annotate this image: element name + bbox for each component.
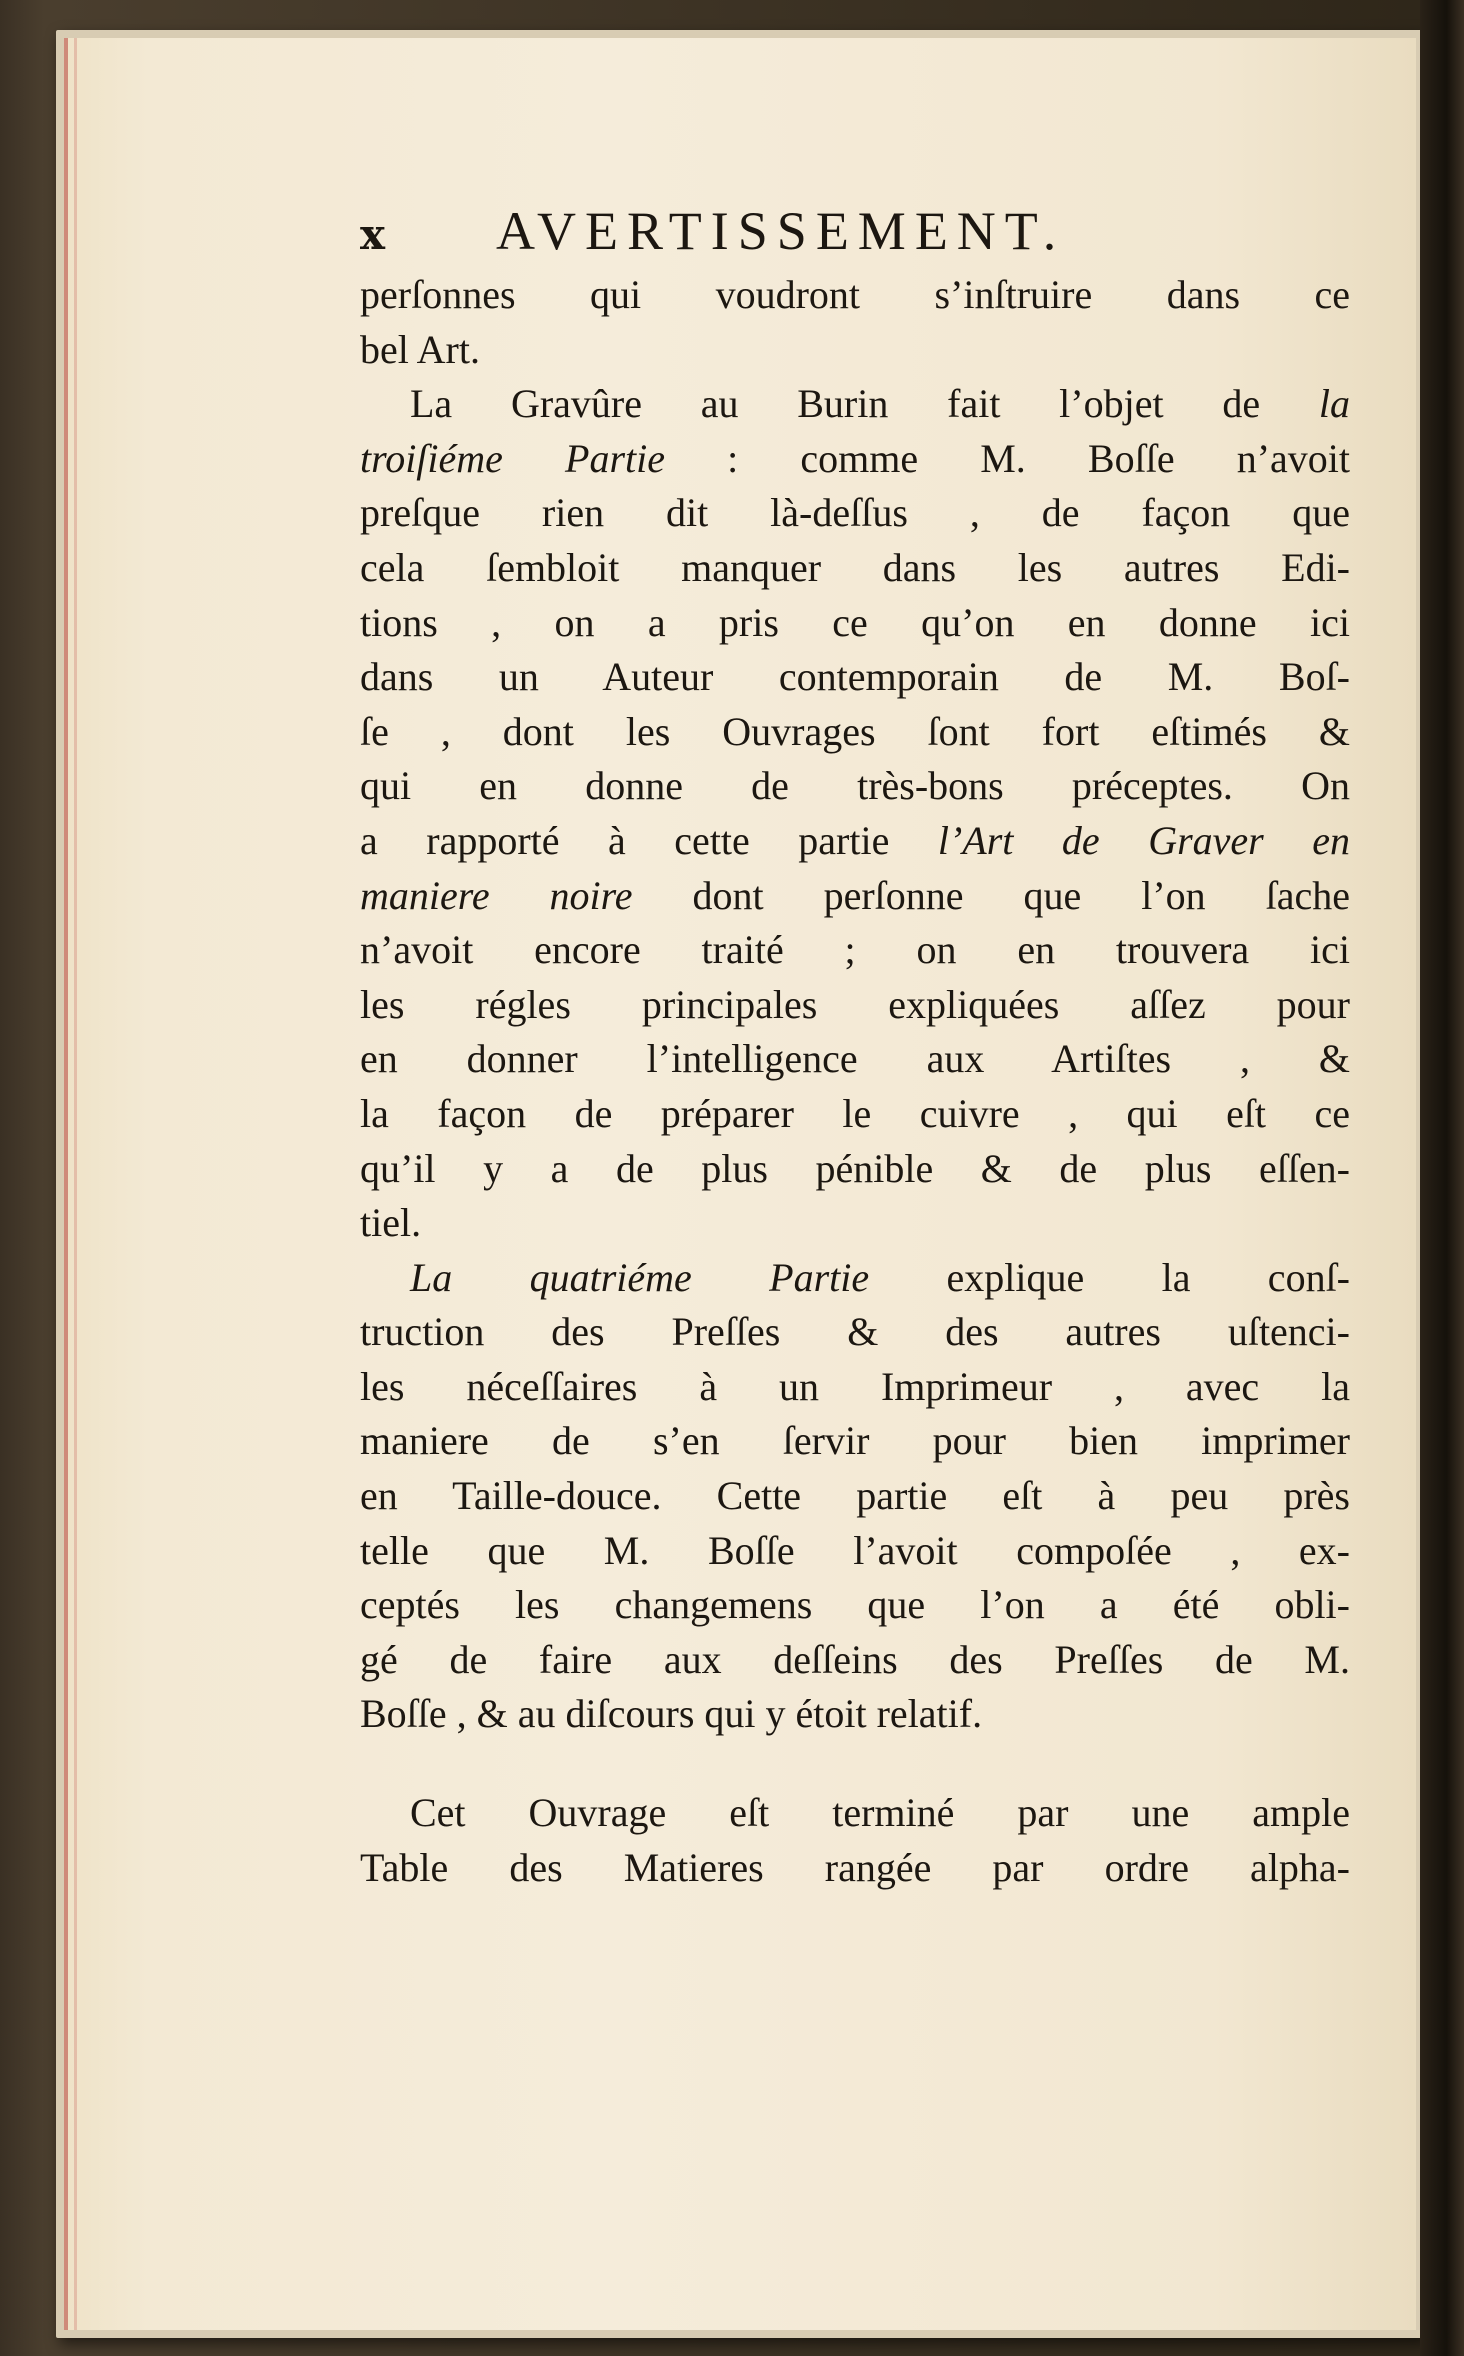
text-line: [360, 814, 1350, 869]
text-run: Table des Matieres rangée par ordre alpha-: [360, 1844, 1350, 1890]
text-run: perſonnes qui voudront s’inſtruire dans ce: [360, 272, 1350, 317]
text-line: [360, 923, 1350, 978]
text-run: Boſſe , & au diſcours qui y étoit relatif.: [360, 1691, 983, 1737]
text-line: [360, 1687, 1350, 1742]
text-run: n’avoit encore traité ; on en trouvera ici: [360, 927, 1350, 973]
text-block: [360, 200, 1350, 1895]
italic-text-run: La quatriéme Partie: [410, 1254, 870, 1300]
text-line: [360, 759, 1350, 814]
text-line: [360, 1251, 1350, 1306]
text-line: [360, 705, 1350, 760]
text-line: [360, 1524, 1350, 1579]
text-line: [360, 1633, 1350, 1688]
text-line: [360, 1841, 1350, 1896]
text-run: telle que M. Boſſe l’avoit compoſée , ex-: [360, 1527, 1350, 1573]
text-run: Cet Ouvrage eſt terminé par une ample: [410, 1790, 1350, 1836]
text-run: en donner l’intelligence aux Artiſtes , &: [360, 1036, 1350, 1082]
text-line: [360, 1032, 1350, 1087]
text-run: preſque rien dit là-deſſus , de façon que: [360, 490, 1350, 536]
text-line: [360, 1360, 1350, 1415]
text-line: [360, 1305, 1350, 1360]
italic-text-run: troiſiéme Partie: [360, 435, 666, 481]
text-run: La Gravûre au Burin fait l’objet de: [410, 381, 1319, 427]
text-run: ſe , dont les Ouvrages ſont fort eſtimés &: [360, 708, 1350, 754]
text-run: : comme M. Boſſe n’avoit: [665, 435, 1350, 481]
text-run: qui en donne de très-bons préceptes. On: [360, 763, 1350, 809]
text-run: bel Art.: [360, 326, 480, 372]
text-run: la façon de préparer le cuivre , qui eſt ce: [360, 1090, 1350, 1136]
text-line: [360, 486, 1350, 541]
text-run: a rapporté à cette partie: [360, 817, 938, 863]
text-line: [360, 596, 1350, 651]
text-run: dans un Auteur contemporain de M. Boſ-: [360, 654, 1350, 700]
text-line: [360, 1578, 1350, 1633]
italic-text-run: l’Art de Graver en: [937, 817, 1350, 863]
text-line: [360, 1142, 1350, 1197]
text-run: maniere de s’en ſervir pour bien imprimer: [360, 1418, 1350, 1464]
text-line: [360, 268, 1350, 323]
text-run: truction des Preſſes & des autres uſtenci-: [360, 1309, 1350, 1355]
italic-text-run: maniere noire: [360, 872, 633, 918]
text-run: tions , on a pris ce qu’on en donne ici: [360, 599, 1350, 645]
paragraph-gap: [360, 1742, 1350, 1786]
italic-text-run: la: [1318, 381, 1350, 427]
text-run: en Taille-douce. Cette partie eſt à peu près: [360, 1473, 1350, 1519]
page-number: x: [360, 210, 387, 259]
text-line: [360, 1087, 1350, 1142]
text-line: [360, 1469, 1350, 1524]
text-run: tiel.: [360, 1200, 422, 1246]
text-run: explique la conſ-: [869, 1254, 1350, 1300]
text-run: cela ſembloit manquer dans les autres Edi-: [360, 544, 1350, 590]
text-line: [360, 323, 1350, 378]
text-line: [360, 541, 1350, 596]
text-line: [360, 432, 1350, 487]
text-run: ceptés les changemens que l’on a été obli-: [360, 1582, 1350, 1628]
text-line: [360, 1196, 1350, 1251]
text-run: les régles principales expliquées aſſez pour: [360, 981, 1350, 1027]
text-line: [360, 650, 1350, 705]
text-line: [360, 869, 1350, 924]
text-line: [360, 1786, 1350, 1841]
text-line: [360, 1414, 1350, 1469]
text-run: gé de faire aux deſſeins des Preſſes de M.: [360, 1636, 1350, 1682]
running-head: [360, 200, 1350, 266]
text-line: [360, 978, 1350, 1033]
running-head-title: AVERTISSEMENT.: [496, 201, 1066, 261]
text-run: qu’il y a de plus pénible & de plus eſſen-: [360, 1145, 1350, 1191]
text-run: les néceſſaires à un Imprimeur , avec la: [360, 1363, 1350, 1409]
text-run: dont perſonne que l’on ſache: [632, 872, 1350, 918]
book-spine: [1420, 0, 1464, 2356]
text-line: [360, 377, 1350, 432]
